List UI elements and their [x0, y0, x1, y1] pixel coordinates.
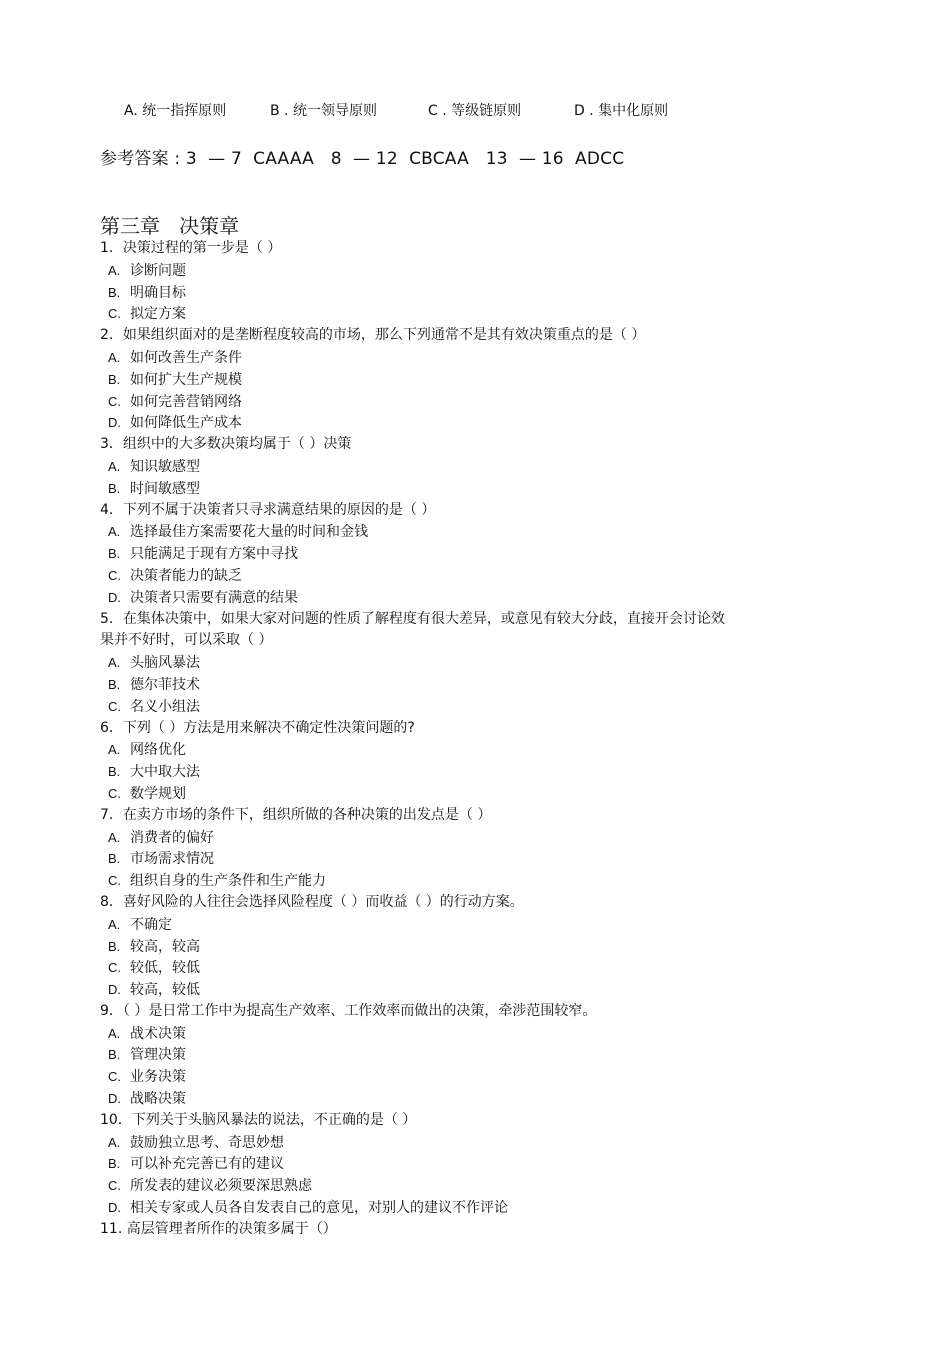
option-text: 头脑风暴法: [130, 655, 200, 672]
answer-option: [100, 914, 800, 936]
option-letter: D.: [108, 1091, 121, 1107]
question-text: 6．下列（ ）方法是用来解决不确定性决策问题的?: [100, 719, 415, 736]
option-text: 相关专家或人员各自发表自己的意见，对别人的建议不作评论: [130, 1200, 508, 1217]
answer-option: [100, 979, 800, 1001]
answer-option: [100, 739, 800, 761]
answer-option: [100, 1044, 800, 1066]
option-letter: A.: [108, 1134, 121, 1150]
option-letter: D.: [108, 415, 121, 431]
option-letter: A.: [108, 655, 121, 671]
answer-option: [100, 1153, 800, 1175]
option-text: 网络优化: [130, 742, 186, 759]
answer-option: [100, 587, 800, 609]
answer-option: [100, 1066, 800, 1088]
option-text: 决策者能力的缺乏: [130, 567, 242, 584]
question-text: 1．决策过程的第一步是（ ）: [100, 240, 282, 256]
option-d: D . 集中化原则: [574, 103, 669, 119]
answer-option: [100, 391, 800, 413]
option-letter: B.: [108, 480, 121, 496]
answer-option: [100, 347, 800, 369]
answer-key: 参考答案 : 3 — 7 CAAAA 8 — 12 CBCAA 13 — 16 ADCC: [100, 149, 625, 169]
option-text: 大中取大法: [130, 764, 200, 781]
option-text: 所发表的建议必须要深思熟虑: [130, 1178, 312, 1195]
option-letter: C.: [108, 393, 121, 409]
question-continuation: 果并不好时，可以采取（ ）: [100, 632, 273, 649]
question-list: [100, 238, 800, 1241]
option-text: 知识敏感型: [130, 458, 200, 475]
option-letter: C.: [108, 698, 121, 714]
option-text: 时间敏感型: [130, 480, 200, 497]
answer-option: [100, 456, 800, 478]
option-text: 诊断问题: [130, 262, 186, 279]
answer-option: [100, 282, 800, 304]
answer-option: [100, 761, 800, 783]
answer-option: [100, 478, 800, 500]
answer-option: [100, 1088, 800, 1110]
question-text: 4．下列不属于决策者只寻求满意结果的原因的是（ ）: [100, 501, 436, 518]
option-letter: D.: [108, 589, 121, 605]
option-letter: B.: [108, 676, 121, 692]
option-letter: C.: [108, 1069, 121, 1085]
option-text: 如何扩大生产规模: [130, 371, 242, 388]
answer-option: [100, 412, 800, 434]
question-text: 3．组织中的大多数决策均属于（ ）决策: [100, 436, 352, 453]
question-text: 11. 高层管理者所作的决策多属于（）: [100, 1220, 337, 1237]
option-text: 拟定方案: [130, 306, 186, 323]
question-text: 5．在集体决策中，如果大家对问题的性质了解程度有很大差异，或意见有较大分歧，直接开会讨论效: [100, 610, 725, 627]
option-letter: B.: [108, 371, 121, 387]
answer-option: [100, 1197, 800, 1219]
answer-option: [100, 696, 800, 718]
option-letter: C.: [108, 960, 121, 976]
question-text: 10．下列关于头脑风暴法的说法，不正确的是（ ）: [100, 1111, 417, 1128]
answer-option: [100, 565, 800, 587]
option-letter: B.: [108, 851, 121, 867]
option-text: 名义小组法: [130, 698, 200, 715]
answer-option: [100, 652, 800, 674]
answer-option: [100, 1175, 800, 1197]
option-letter: A.: [108, 829, 121, 845]
option-text: 如何改善生产条件: [130, 349, 242, 366]
option-letter: D.: [108, 1200, 121, 1216]
option-letter: A.: [108, 524, 121, 540]
option-letter: A.: [108, 458, 121, 474]
answer-option: [100, 957, 800, 979]
answer-option: [100, 543, 800, 565]
option-letter: C.: [108, 785, 121, 801]
question-text: 9．（ ）是日常工作中为提高生产效率、工作效率而做出的决策，牵涉范围较窄。: [100, 1002, 597, 1019]
option-letter: A.: [108, 349, 121, 365]
option-text: 战略决策: [130, 1091, 186, 1108]
option-text: 较高，较高: [130, 938, 200, 955]
option-text: 业务决策: [130, 1069, 186, 1086]
option-text: 较高，较低: [130, 982, 200, 999]
option-text: 如何降低生产成本: [130, 415, 242, 432]
answer-option: [100, 848, 800, 870]
answer-option: [100, 260, 800, 282]
answer-option: [100, 369, 800, 391]
option-text: 只能满足于现有方案中寻找: [130, 546, 298, 563]
option-text: 选择最佳方案需要花大量的时间和金钱: [130, 524, 368, 541]
previous-question-options: [124, 100, 668, 120]
option-letter: A.: [108, 916, 121, 932]
answer-option: [100, 870, 800, 892]
option-letter: B.: [108, 1156, 121, 1172]
option-letter: A.: [108, 262, 121, 278]
option-letter: C.: [108, 873, 121, 889]
option-letter: B.: [108, 284, 121, 300]
option-text: 战术决策: [130, 1025, 186, 1042]
question-text: 8．喜好风险的人往往会选择风险程度（ ）而收益（ ）的行动方案。: [100, 893, 524, 910]
option-text: 组织自身的生产条件和生产能力: [130, 873, 326, 890]
option-letter: C.: [108, 306, 121, 322]
answer-option: [100, 303, 800, 325]
option-letter: A.: [108, 742, 121, 758]
option-text: 明确目标: [130, 284, 186, 301]
chapter-title: 第三章 决策章: [100, 214, 240, 238]
option-c: C . 等级链原则: [428, 103, 522, 119]
option-text: 鼓励独立思考、奇思妙想: [130, 1134, 284, 1151]
option-letter: C.: [108, 1178, 121, 1194]
option-text: 德尔菲技术: [130, 676, 200, 693]
option-text: 较低，较低: [130, 960, 200, 977]
option-a: A. 统一指挥原则: [124, 103, 227, 119]
option-letter: B.: [108, 1047, 121, 1063]
option-letter: C.: [108, 567, 121, 583]
option-text: 不确定: [130, 916, 172, 933]
option-text: 数学规划: [130, 785, 186, 802]
option-letter: B.: [108, 938, 121, 954]
option-letter: D.: [108, 982, 121, 998]
option-letter: B.: [108, 764, 121, 780]
option-text: 可以补充完善已有的建议: [130, 1156, 284, 1173]
answer-option: [100, 521, 800, 543]
option-letter: B.: [108, 546, 121, 562]
answer-option: [100, 1023, 800, 1045]
option-letter: A.: [108, 1025, 121, 1041]
answer-option: [100, 936, 800, 958]
question-text: 7．在卖方市场的条件下，组织所做的各种决策的出发点是（ ）: [100, 806, 492, 823]
option-text: 决策者只需要有满意的结果: [130, 589, 298, 606]
option-b: B . 统一领导原则: [270, 103, 377, 119]
answer-option: [100, 827, 800, 849]
answer-option: [100, 1132, 800, 1154]
option-text: 如何完善营销网络: [130, 393, 242, 410]
option-text: 消费者的偏好: [130, 829, 214, 846]
answer-option: [100, 674, 800, 696]
option-text: 市场需求情况: [130, 851, 214, 868]
answer-option: [100, 783, 800, 805]
option-text: 管理决策: [130, 1047, 186, 1064]
question-text: 2．如果组织面对的是垄断程度较高的市场，那么下列通常不是其有效决策重点的是（ ）: [100, 327, 646, 344]
